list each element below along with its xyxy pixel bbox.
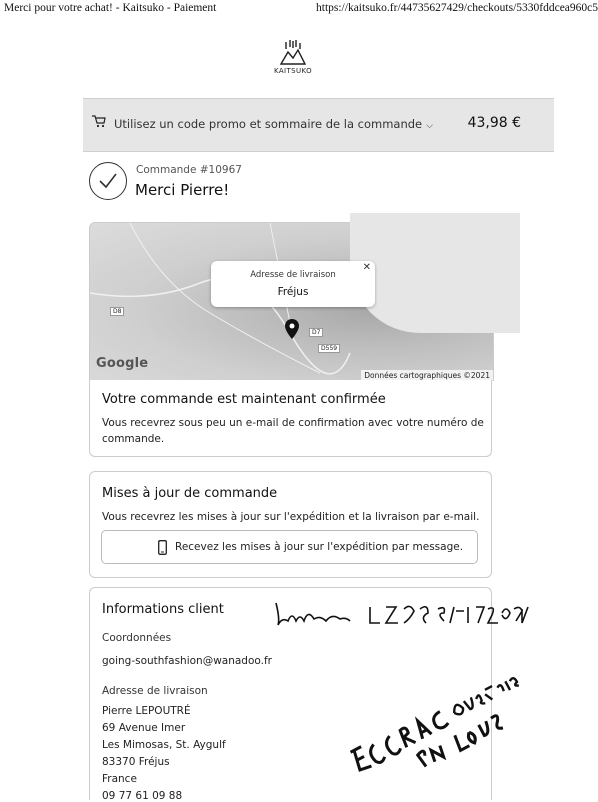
updates-text: Vous recevrez les mises à jour sur l'expédition et la livraison par e-mail. bbox=[102, 511, 480, 523]
delivery-map[interactable] bbox=[89, 222, 494, 381]
brand-logo[interactable] bbox=[268, 40, 318, 84]
cart-icon bbox=[92, 115, 106, 128]
google-logo: Google bbox=[96, 356, 149, 371]
address-line: 83370 Fréjus bbox=[102, 756, 170, 768]
handwritten-tracking-note bbox=[270, 597, 530, 631]
delivery-popup bbox=[211, 261, 375, 307]
order-updates-card bbox=[89, 471, 492, 578]
logo-icon bbox=[276, 40, 310, 66]
order-summary-bar[interactable] bbox=[83, 98, 554, 152]
popup-city: Fréjus bbox=[277, 286, 309, 298]
page-title-header: Merci pour votre achat! - Kaitsuko - Paiement bbox=[4, 2, 217, 14]
address-line: Pierre LEPOUTRÉ bbox=[102, 705, 191, 717]
page-url: https://kaitsuko.fr/44735627429/checkouts/5330fddcea960c5 bbox=[316, 2, 598, 14]
order-summary-label: Utilisez un code promo et sommaire de la commande bbox=[114, 117, 423, 131]
order-total: 43,98 € bbox=[467, 115, 521, 131]
confirmation-card bbox=[89, 380, 492, 457]
road-label-d559: D559 bbox=[318, 344, 340, 353]
close-icon[interactable]: ✕ bbox=[362, 262, 371, 273]
popup-title: Adresse de livraison bbox=[250, 270, 336, 280]
phone-icon bbox=[158, 540, 167, 555]
confirmation-text-line1: Vous recevrez sous peu un e-mail de confirmation avec votre numéro de bbox=[102, 417, 484, 429]
sms-updates-button[interactable] bbox=[101, 530, 478, 564]
customer-email: going-southfashion@wanadoo.fr bbox=[102, 655, 272, 667]
handwritten-note bbox=[330, 640, 530, 780]
address-line: 69 Avenue Imer bbox=[102, 722, 186, 734]
contact-label: Coordonnées bbox=[102, 632, 172, 644]
sms-updates-label: Recevez les mises à jour sur l'expédition par message. bbox=[175, 541, 464, 553]
road-label-d7: D7 bbox=[309, 328, 323, 337]
check-icon bbox=[89, 162, 127, 200]
address-line: France bbox=[102, 773, 137, 785]
address-line: 09 77 61 09 88 bbox=[102, 790, 183, 802]
confirmation-title: Votre commande est maintenant confirmée bbox=[102, 392, 386, 407]
map-pin-icon bbox=[285, 319, 299, 339]
order-number: Commande #10967 bbox=[136, 164, 242, 176]
address-line: Les Mimosas, St. Aygulf bbox=[102, 739, 226, 751]
customer-info-title: Informations client bbox=[102, 602, 224, 617]
shipping-address-label: Adresse de livraison bbox=[102, 685, 208, 697]
road-label-d8: D8 bbox=[110, 307, 124, 316]
order-summary-toggle[interactable] bbox=[114, 117, 433, 131]
updates-title: Mises à jour de commande bbox=[102, 486, 278, 501]
map-attribution[interactable]: Données cartographiques ©2021 bbox=[361, 370, 493, 381]
confirmation-text-line2: commande. bbox=[102, 433, 165, 445]
logo-text: KAITSUKO bbox=[273, 67, 313, 75]
chevron-down-icon: ⌵ bbox=[426, 121, 433, 131]
thank-you-heading: Merci Pierre! bbox=[135, 181, 230, 199]
